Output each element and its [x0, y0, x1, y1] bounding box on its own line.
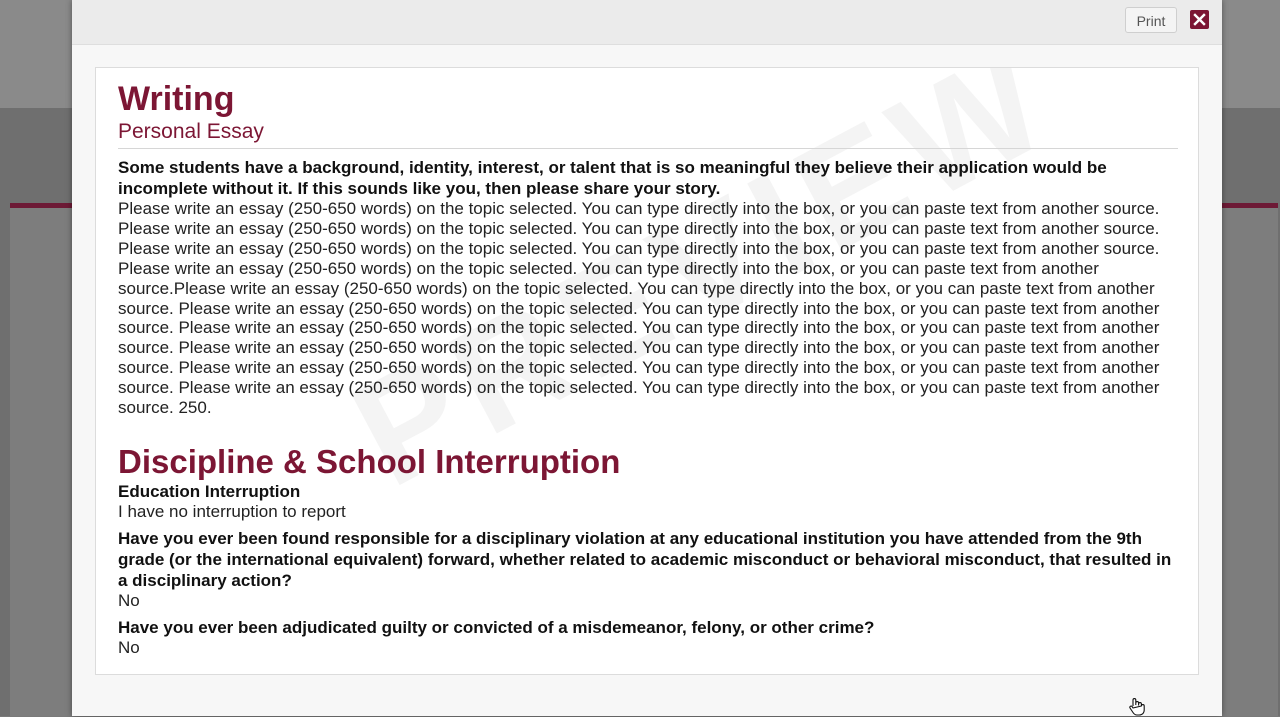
question-disciplinary-violation: Have you ever been found responsible for a disciplinary violation at any educational institution you have attended from the 9th grade (or the international equivalent) forward, whether related to academic misconduct or behavioral misconduct, that resulted in a disciplinary action?	[118, 528, 1172, 590]
preview-modal	[72, 0, 1222, 716]
essay-prompt: Some students have a background, identity, interest, or talent that is so meaningful they believe their application would be incomplete without it. If this sounds like you, then please share your story.	[118, 158, 1107, 198]
background-panel	[1222, 208, 1278, 716]
section-title-discipline: Discipline & School Interruption	[118, 442, 621, 480]
question-criminal-history: Have you ever been adjudicated guilty or convicted of a misdemeanor, felony, or other crime?	[118, 617, 875, 637]
hand-cursor-icon	[1127, 697, 1147, 717]
answer-criminal-history: No	[118, 637, 140, 657]
close-button[interactable]	[1190, 10, 1209, 29]
essay-text: Please write an essay (250-650 words) on the topic selected. You can type directly into the box, or you can paste text from another source. Please write an essay (250-650 words) on the topic selected. You can type directly into the box, or you can paste text from another source. Please write an essay (250-650 words) on the topic selected. You can type directly into the box, or you can paste text from another source. Please write an essay (250-650 words) on the topic selected. You can type directly into the box, or you can paste text from another source.Please write an essay (250-650 words) on the topic selected. You can type directly into the box, or you can paste text from another source. Please write an essay (250-650 words) on the topic selected. You can type directly into the box, or you can paste text from another source. Please write an essay (250-650 words) on the topic selected. You can type directly into the box, or you can paste text from another source. Please write an essay (250-650 words) on the topic selected. You can type directly into the box, or you can paste text from another source. Please write an essay (250-650 words) on the topic selected. You can type directly into the box, or you can paste text from another source. Please write an essay (250-650 words) on the topic selected. You can type directly into the box, or you can paste text from another source. 250.	[118, 199, 1160, 418]
content-inner	[118, 80, 1178, 658]
background-panel	[10, 208, 72, 716]
modal-header	[72, 0, 1222, 45]
answer-disciplinary-violation: No	[118, 590, 140, 610]
close-icon	[1190, 10, 1209, 29]
answer-education-interruption: I have no interruption to report	[118, 501, 346, 521]
question-education-interruption: Education Interruption	[118, 481, 301, 501]
section-title-writing: Writing	[118, 80, 235, 118]
print-button[interactable]: Print	[1125, 7, 1177, 33]
preview-content[interactable]	[95, 67, 1199, 675]
section-subtitle-personal-essay: Personal Essay	[118, 118, 1178, 149]
